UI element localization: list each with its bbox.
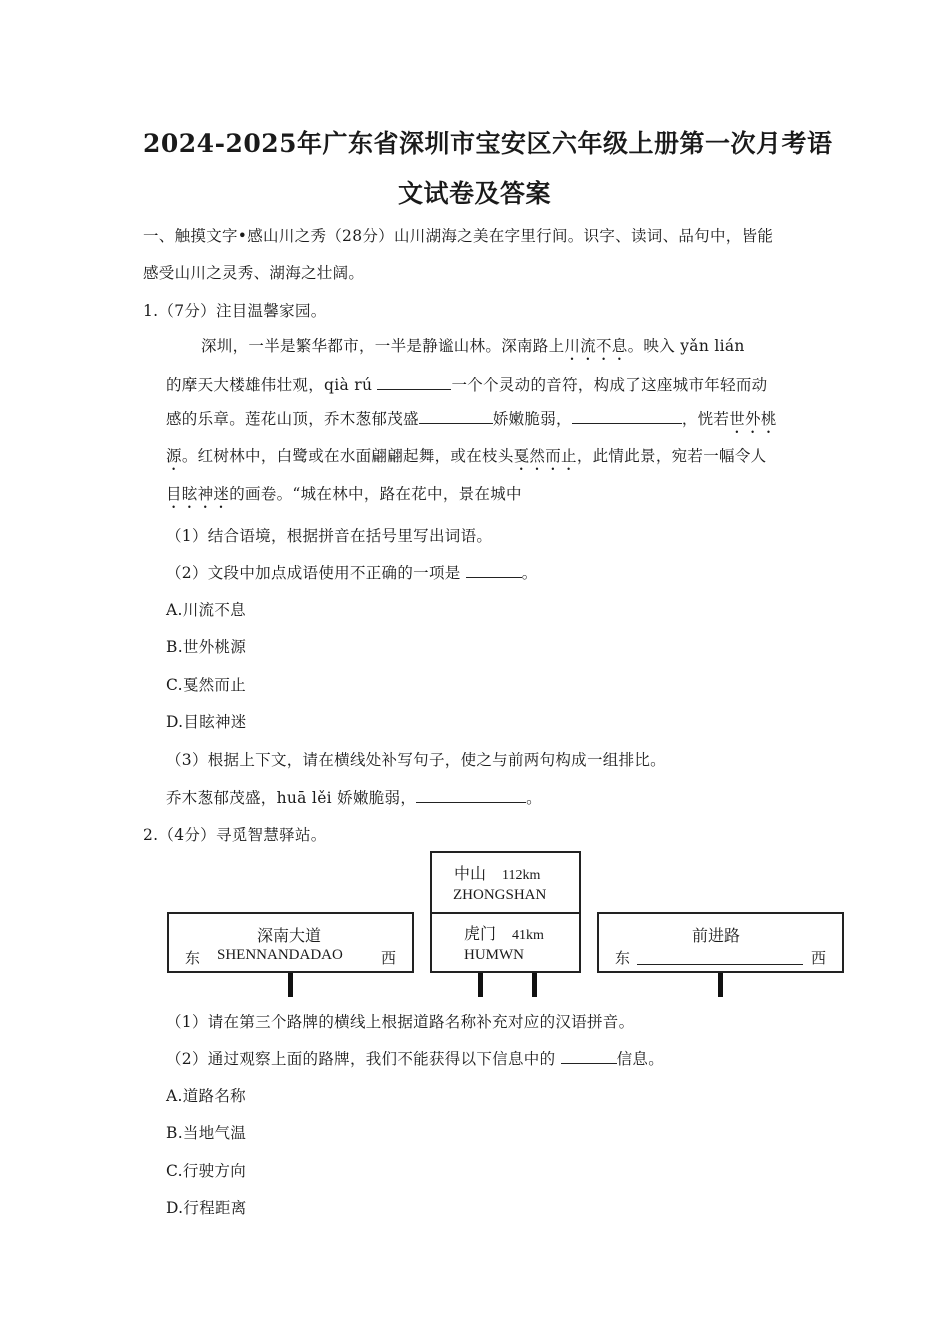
answer-blank[interactable] — [572, 409, 682, 424]
road-sign-qianjin — [597, 912, 844, 973]
passage-text: 。映入 yǎn lián — [627, 337, 745, 355]
passage-line-3 — [166, 407, 777, 437]
sign-road-pinyin: SHENNANDADAO — [217, 947, 343, 963]
sign-distance: 112km — [502, 868, 541, 883]
answer-blank[interactable] — [416, 788, 526, 803]
dotted-idiom-4: 目眩神迷 — [166, 485, 230, 503]
sign-place-cn: 虎门 — [464, 924, 497, 943]
sub-question-text: 信息。 — [616, 1050, 664, 1068]
sign-road-cn: 深南大道 — [257, 926, 322, 945]
pinyin-answer-blank[interactable] — [637, 964, 803, 965]
passage-line-5 — [166, 482, 522, 512]
sign-direction-west: 西 — [811, 949, 827, 967]
q2-sub-question-1: （1）请在第三个路牌的横线上根据道路名称补充对应的汉语拼音。 — [166, 1013, 635, 1031]
answer-blank[interactable] — [466, 563, 522, 578]
option-a[interactable]: A.川流不息 — [166, 601, 246, 619]
road-sign-zhongshan — [430, 851, 581, 914]
sub-question-text: 。 — [526, 789, 542, 807]
passage-text: 感的乐章。莲花山顶，乔木葱郁茂盛 — [166, 410, 419, 428]
q2-option-b[interactable]: B.当地气温 — [166, 1124, 247, 1142]
page-title-line2: 文试卷及答案 — [398, 179, 552, 208]
sub-question-text: 。 — [521, 564, 538, 582]
passage-line-2 — [166, 373, 767, 395]
q2-option-a[interactable]: A.道路名称 — [166, 1087, 246, 1105]
sign-direction-east: 东 — [615, 949, 631, 967]
q2-sub-question-2 — [166, 1047, 664, 1069]
passage-text: 的画卷。“城在林中，路在花中，景在城中 — [229, 485, 522, 503]
sub-question-text: （2）通过观察上面的路牌，我们不能获得以下信息中的 — [166, 1050, 561, 1068]
passage-text: 娇嫩脆弱， — [492, 410, 572, 428]
passage-text: 。红树林中，白鹭或在水面翩翩起舞，或在枝头 — [181, 447, 514, 465]
q2-option-c[interactable]: C.行驶方向 — [166, 1162, 247, 1180]
dotted-idiom-3: 戛然而止 — [513, 447, 577, 465]
sub-question-text: （2）文段中加点成语使用不正确的一项是 — [166, 564, 466, 582]
sign-direction-west: 西 — [381, 949, 397, 967]
road-sign-shennan — [167, 912, 414, 973]
sign-post — [718, 973, 723, 997]
sign-text — [454, 861, 540, 884]
page-title: 2024-2025年广东省深圳市宝安区六年级上册第一次月考语 — [143, 129, 833, 158]
section-heading-line2: 感受山川之灵秀、湖海之壮阔。 — [143, 264, 365, 282]
question-1-header: 1.（7分）注目温馨家园。 — [143, 302, 327, 320]
sign-road-cn: 前进路 — [692, 926, 741, 945]
sign-post — [288, 973, 293, 997]
passage-text: 一个个灵动的音符，构成了这座城市年轻而动 — [451, 376, 768, 394]
passage-text: ，恍若 — [681, 410, 730, 428]
dotted-idiom-1: 川流不息 — [564, 337, 628, 355]
passage-line-4 — [166, 444, 766, 474]
sign-place-cn: 中山 — [454, 864, 487, 883]
sub-question-text: 乔木葱郁茂盛，huā lěi 娇嫩脆弱， — [166, 789, 417, 807]
option-c[interactable]: C.戛然而止 — [166, 676, 247, 694]
sign-place-pinyin: ZHONGSHAN — [453, 887, 547, 903]
sub-question-3: （3）根据上下文，请在横线处补写句子，使之与前两句构成一组排比。 — [166, 751, 666, 769]
sub-question-2 — [166, 561, 538, 583]
answer-blank[interactable] — [419, 409, 493, 424]
question-2-header: 2.（4分）寻觅智慧驿站。 — [143, 826, 327, 844]
sub-question-3-line — [166, 786, 542, 808]
passage-text: ，此情此景，宛若一幅令人 — [576, 447, 767, 465]
dotted-idiom-2: 世外桃 — [729, 410, 777, 428]
sign-post — [532, 973, 537, 997]
q2-option-d[interactable]: D.行程距离 — [166, 1199, 247, 1217]
section-heading: 一、触摸文字•感山川之秀（28分）山川湖海之美在字里行间。识字、读词、品句中，皆能 — [143, 227, 774, 245]
option-b[interactable]: B.世外桃源 — [166, 638, 247, 656]
option-d[interactable]: D.目眩神迷 — [166, 713, 247, 731]
sign-place-pinyin: HUMWN — [464, 947, 524, 963]
passage-text: 深圳，一半是繁华都市，一半是静谧山林。深南路上 — [201, 337, 565, 355]
sign-distance: 41km — [512, 928, 544, 943]
answer-blank[interactable] — [561, 1049, 617, 1064]
road-sign-humen — [430, 912, 581, 973]
answer-blank[interactable] — [377, 375, 451, 390]
sign-post — [478, 973, 483, 997]
dotted-idiom-2-end: 源 — [166, 447, 182, 465]
sign-direction-east: 东 — [185, 949, 201, 967]
passage-text: 的摩天大楼雄伟壮观，qià rú — [166, 376, 378, 394]
passage-line-1 — [201, 334, 745, 364]
sign-text — [464, 921, 544, 944]
sub-question-1: （1）结合语境，根据拼音在括号里写出词语。 — [166, 527, 493, 545]
